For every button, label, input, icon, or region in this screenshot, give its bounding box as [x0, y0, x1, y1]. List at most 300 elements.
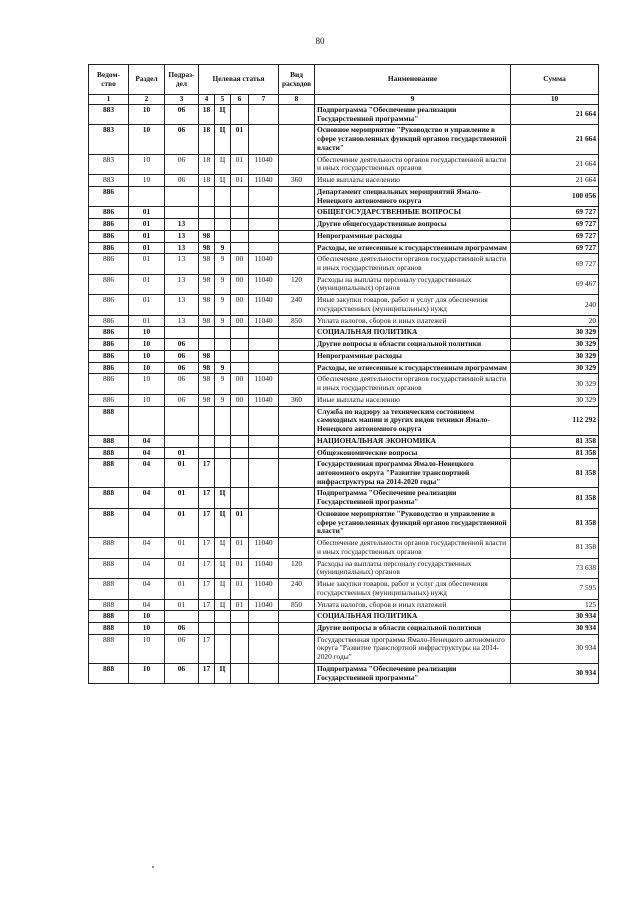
cell-vedomstvo: 883	[89, 154, 129, 174]
cell-vid	[279, 207, 315, 219]
cell-target-2: Ц	[215, 599, 231, 611]
cell-name: Расходы, не отнесенные к государственным программам	[315, 362, 511, 374]
cell-podrazdel: 01	[165, 558, 199, 578]
cell-vid	[279, 254, 315, 274]
cell-target-4: 11040	[249, 599, 279, 611]
cell-razdel: 04	[129, 459, 165, 488]
cell-name: Иные закупки товаров, работ и услуг для обеспечения государственных (муниципальных) нужд	[315, 295, 511, 315]
cell-podrazdel: 13	[165, 219, 199, 231]
table-row	[89, 435, 599, 447]
cell-razdel: 04	[129, 435, 165, 447]
cell-name: Обеспечение деятельности органов государственной власти и иных государственных органов	[315, 254, 511, 274]
cell-target-4: 11040	[249, 175, 279, 187]
cell-podrazdel: 01	[165, 579, 199, 599]
cell-name: Иные выплаты населению	[315, 175, 511, 187]
cell-vedomstvo: 886	[89, 254, 129, 274]
cell-target-1: 17	[199, 459, 215, 488]
cell-vid	[279, 538, 315, 558]
cell-target-2: 9	[215, 295, 231, 315]
cell-razdel: 10	[129, 105, 165, 125]
cell-target-3	[231, 435, 249, 447]
cell-target-1	[199, 406, 215, 435]
cell-podrazdel: 06	[165, 374, 199, 394]
cell-target-4	[249, 663, 279, 683]
cell-name: Государственная программа Ямало-Ненецкого автономного округа "Развитие транспортной инфраструктуры на 2014-2020 годы"	[315, 459, 511, 488]
cell-podrazdel	[165, 186, 199, 206]
cell-name: Непрограммные расходы	[315, 230, 511, 242]
cell-vid: 240	[279, 579, 315, 599]
cell-podrazdel: 06	[165, 105, 199, 125]
cell-sum: 21 664	[511, 175, 599, 187]
cell-razdel: 04	[129, 558, 165, 578]
cell-target-2	[215, 611, 231, 623]
cell-target-1: 17	[199, 488, 215, 508]
cell-sum: 69 727	[511, 219, 599, 231]
cell-target-4	[249, 242, 279, 254]
cell-target-3: 01	[231, 508, 249, 537]
cell-name: Другие общегосударственные вопросы	[315, 219, 511, 231]
cell-sum: 21 664	[511, 154, 599, 174]
cell-target-2: Ц	[215, 154, 231, 174]
cell-razdel: 10	[129, 634, 165, 663]
cell-name: ОБЩЕГОСУДАРСТВЕННЫЕ ВОПРОСЫ	[315, 207, 511, 219]
cell-target-3: 00	[231, 394, 249, 406]
table-row	[89, 406, 599, 435]
cell-target-3: 00	[231, 254, 249, 274]
cell-vid	[279, 230, 315, 242]
cell-razdel: 10	[129, 394, 165, 406]
cell-sum: 21 664	[511, 125, 599, 154]
cell-target-3	[231, 230, 249, 242]
cell-target-1: 98	[199, 230, 215, 242]
cell-target-2: 9	[215, 362, 231, 374]
cell-podrazdel: 01	[165, 447, 199, 459]
cell-target-4	[249, 508, 279, 537]
cell-target-4	[249, 186, 279, 206]
cell-target-2	[215, 219, 231, 231]
table-row	[89, 362, 599, 374]
cell-target-2: 9	[215, 254, 231, 274]
cell-podrazdel: 06	[165, 339, 199, 351]
cell-sum: 30 329	[511, 327, 599, 339]
table-row	[89, 508, 599, 537]
cell-name: Обеспечение деятельности органов государственной власти и иных государственных органов	[315, 154, 511, 174]
cell-vedomstvo: 886	[89, 350, 129, 362]
cell-target-4: 11040	[249, 254, 279, 274]
cell-target-2	[215, 230, 231, 242]
cell-target-4	[249, 622, 279, 634]
cell-target-2: 9	[215, 274, 231, 294]
cell-target-1: 17	[199, 508, 215, 537]
cell-vedomstvo: 883	[89, 175, 129, 187]
cell-vedomstvo: 888	[89, 558, 129, 578]
cell-razdel: 01	[129, 207, 165, 219]
cell-target-1	[199, 219, 215, 231]
cell-target-3	[231, 350, 249, 362]
cell-target-4: 11040	[249, 394, 279, 406]
cell-name: Государственная программа Ямало-Ненецкого автономного округа "Развитие транспортной инфраструктуры на 2014-2020 годы"	[315, 634, 511, 663]
cell-sum: 81 358	[511, 447, 599, 459]
cell-target-4	[249, 350, 279, 362]
col-header-vid: Вид расходов	[279, 65, 315, 95]
cell-vedomstvo: 886	[89, 339, 129, 351]
table-row	[89, 254, 599, 274]
cell-target-2	[215, 459, 231, 488]
cell-podrazdel: 13	[165, 295, 199, 315]
cell-name: Другие вопросы в области социальной политики	[315, 622, 511, 634]
col-header-sum: Сумма	[511, 65, 599, 95]
col-header-target: Целевая статья	[199, 65, 279, 95]
cell-vid	[279, 362, 315, 374]
index-cell: 2	[129, 95, 165, 105]
cell-vedomstvo: 888	[89, 488, 129, 508]
cell-target-1: 98	[199, 350, 215, 362]
cell-vid	[279, 447, 315, 459]
cell-target-1	[199, 435, 215, 447]
cell-target-1: 98	[199, 374, 215, 394]
cell-target-4	[249, 125, 279, 154]
cell-target-1: 98	[199, 274, 215, 294]
cell-target-3	[231, 327, 249, 339]
cell-target-2	[215, 186, 231, 206]
cell-vedomstvo: 886	[89, 362, 129, 374]
cell-razdel: 10	[129, 327, 165, 339]
cell-target-1: 98	[199, 315, 215, 327]
cell-target-1	[199, 327, 215, 339]
cell-podrazdel: 01	[165, 538, 199, 558]
cell-name: Уплата налогов, сборов и иных платежей	[315, 315, 511, 327]
cell-vedomstvo: 888	[89, 599, 129, 611]
cell-name: СОЦИАЛЬНАЯ ПОЛИТИКА	[315, 611, 511, 623]
cell-podrazdel: 13	[165, 230, 199, 242]
cell-sum: 240	[511, 295, 599, 315]
cell-target-1	[199, 447, 215, 459]
cell-target-3	[231, 447, 249, 459]
cell-target-3: 00	[231, 374, 249, 394]
cell-vedomstvo: 888	[89, 435, 129, 447]
cell-sum: 7 595	[511, 579, 599, 599]
cell-vid	[279, 219, 315, 231]
cell-target-3: 01	[231, 558, 249, 578]
table-row	[89, 599, 599, 611]
cell-target-2: Ц	[215, 579, 231, 599]
cell-vedomstvo: 886	[89, 374, 129, 394]
cell-target-1: 17	[199, 558, 215, 578]
cell-sum: 125	[511, 599, 599, 611]
table-row	[89, 558, 599, 578]
table-row	[89, 538, 599, 558]
cell-target-4	[249, 611, 279, 623]
col-header-razdel: Раздел	[129, 65, 165, 95]
cell-vid: 120	[279, 274, 315, 294]
cell-sum: 30 934	[511, 634, 599, 663]
table-row	[89, 295, 599, 315]
cell-podrazdel	[165, 207, 199, 219]
cell-target-4: 11040	[249, 579, 279, 599]
cell-vedomstvo: 883	[89, 105, 129, 125]
cell-sum: 81 358	[511, 508, 599, 537]
cell-target-2: 9	[215, 394, 231, 406]
cell-name: НАЦИОНАЛЬНАЯ ЭКОНОМИКА	[315, 435, 511, 447]
cell-razdel: 10	[129, 350, 165, 362]
cell-target-4	[249, 219, 279, 231]
cell-target-4	[249, 447, 279, 459]
cell-target-1: 17	[199, 634, 215, 663]
cell-sum: 69 727	[511, 254, 599, 274]
cell-target-4: 11040	[249, 154, 279, 174]
cell-podrazdel: 06	[165, 175, 199, 187]
cell-razdel: 04	[129, 447, 165, 459]
cell-razdel: 10	[129, 125, 165, 154]
cell-target-3: 01	[231, 579, 249, 599]
cell-vid	[279, 350, 315, 362]
cell-target-3: 01	[231, 175, 249, 187]
cell-target-3: 00	[231, 274, 249, 294]
cell-razdel: 10	[129, 374, 165, 394]
cell-sum: 69 727	[511, 242, 599, 254]
cell-vid: 360	[279, 394, 315, 406]
table-row	[89, 622, 599, 634]
cell-razdel: 01	[129, 315, 165, 327]
table-row	[89, 175, 599, 187]
cell-vid	[279, 186, 315, 206]
index-cell: 3	[165, 95, 199, 105]
cell-target-2: Ц	[215, 538, 231, 558]
col-header-name: Наименование	[315, 65, 511, 95]
index-cell: 8	[279, 95, 315, 105]
cell-sum: 69 727	[511, 230, 599, 242]
cell-razdel: 01	[129, 295, 165, 315]
cell-name: Подпрограмма "Обеспечение реализации Государственной программы"	[315, 663, 511, 683]
cell-sum: 69 467	[511, 274, 599, 294]
cell-podrazdel: 06	[165, 394, 199, 406]
cell-target-2	[215, 622, 231, 634]
scan-speck	[152, 866, 154, 868]
cell-target-1: 17	[199, 663, 215, 683]
cell-vid: 850	[279, 599, 315, 611]
cell-name: Основное мероприятие "Руководство и управление в сфере установленных функций органов государственной власти"	[315, 125, 511, 154]
cell-target-1: 18	[199, 125, 215, 154]
cell-podrazdel: 01	[165, 459, 199, 488]
cell-name: Расходы на выплаты персоналу государственных (муниципальных) органов	[315, 558, 511, 578]
cell-target-4	[249, 362, 279, 374]
cell-target-3	[231, 105, 249, 125]
cell-name: Другие вопросы в области социальной политики	[315, 339, 511, 351]
cell-podrazdel	[165, 611, 199, 623]
cell-vid	[279, 327, 315, 339]
cell-vedomstvo: 888	[89, 622, 129, 634]
cell-target-2	[215, 207, 231, 219]
cell-target-1	[199, 611, 215, 623]
cell-razdel: 10	[129, 622, 165, 634]
cell-target-4	[249, 327, 279, 339]
table-row	[89, 315, 599, 327]
cell-target-2: 9	[215, 315, 231, 327]
cell-target-2: Ц	[215, 488, 231, 508]
cell-sum: 30 329	[511, 339, 599, 351]
cell-target-1	[199, 186, 215, 206]
cell-podrazdel: 06	[165, 125, 199, 154]
table-row	[89, 447, 599, 459]
cell-podrazdel: 06	[165, 622, 199, 634]
cell-target-3	[231, 488, 249, 508]
cell-razdel: 10	[129, 611, 165, 623]
cell-target-4: 11040	[249, 274, 279, 294]
cell-vid: 360	[279, 175, 315, 187]
cell-name: Служба по надзору за техническим состоянием самоходных машин и других видов техники Ямало-Ненецкого автономного округа	[315, 406, 511, 435]
cell-target-4: 11040	[249, 538, 279, 558]
cell-vid	[279, 339, 315, 351]
cell-target-2	[215, 447, 231, 459]
cell-vid	[279, 406, 315, 435]
cell-name: Расходы на выплаты персоналу государственных (муниципальных) органов	[315, 274, 511, 294]
cell-target-2	[215, 350, 231, 362]
cell-sum: 30 329	[511, 350, 599, 362]
table-row	[89, 663, 599, 683]
cell-podrazdel: 01	[165, 488, 199, 508]
cell-name: Подпрограмма "Обеспечение реализации Государственной программы"	[315, 105, 511, 125]
cell-vedomstvo: 886	[89, 315, 129, 327]
table-row	[89, 394, 599, 406]
cell-name: Обеспечение деятельности органов государственной власти и иных государственных органов	[315, 374, 511, 394]
cell-sum: 30 934	[511, 622, 599, 634]
cell-vedomstvo: 888	[89, 634, 129, 663]
index-cell: 10	[511, 95, 599, 105]
cell-podrazdel: 01	[165, 599, 199, 611]
page-number: 80	[315, 36, 325, 46]
cell-name: Подпрограмма "Обеспечение реализации Государственной программы"	[315, 488, 511, 508]
cell-target-3	[231, 362, 249, 374]
cell-vid	[279, 508, 315, 537]
index-cell: 6	[231, 95, 249, 105]
cell-target-4: 11040	[249, 558, 279, 578]
cell-vedomstvo: 886	[89, 274, 129, 294]
cell-target-1	[199, 207, 215, 219]
cell-target-4	[249, 230, 279, 242]
cell-target-1: 18	[199, 175, 215, 187]
cell-target-1: 17	[199, 599, 215, 611]
cell-podrazdel	[165, 406, 199, 435]
cell-target-4	[249, 634, 279, 663]
cell-vid	[279, 488, 315, 508]
cell-target-4: 11040	[249, 374, 279, 394]
col-header-podrazdel: Подраз-дел	[165, 65, 199, 95]
cell-vedomstvo: 886	[89, 242, 129, 254]
cell-podrazdel: 13	[165, 254, 199, 274]
cell-podrazdel: 06	[165, 154, 199, 174]
cell-vedomstvo: 888	[89, 459, 129, 488]
table-row	[89, 488, 599, 508]
cell-name: Общеэкономические вопросы	[315, 447, 511, 459]
cell-target-2: Ц	[215, 125, 231, 154]
cell-target-3: 01	[231, 538, 249, 558]
cell-target-2	[215, 327, 231, 339]
cell-vedomstvo: 886	[89, 230, 129, 242]
cell-razdel: 01	[129, 274, 165, 294]
cell-name: Уплата налогов, сборов и иных платежей	[315, 599, 511, 611]
cell-razdel: 04	[129, 488, 165, 508]
cell-vedomstvo: 883	[89, 125, 129, 154]
cell-target-2: Ц	[215, 508, 231, 537]
cell-podrazdel: 13	[165, 274, 199, 294]
cell-vid	[279, 459, 315, 488]
cell-podrazdel: 06	[165, 350, 199, 362]
index-row	[89, 95, 599, 105]
cell-vedomstvo: 886	[89, 394, 129, 406]
cell-name: Иные выплаты населению	[315, 394, 511, 406]
cell-sum: 30 934	[511, 611, 599, 623]
cell-name: Основное мероприятие "Руководство и управление в сфере установленных функций органов государственной власти"	[315, 508, 511, 537]
cell-target-1: 98	[199, 254, 215, 274]
cell-razdel: 01	[129, 254, 165, 274]
cell-target-1: 17	[199, 579, 215, 599]
cell-vedomstvo: 886	[89, 207, 129, 219]
cell-vid	[279, 105, 315, 125]
cell-target-3	[231, 186, 249, 206]
cell-target-3	[231, 459, 249, 488]
cell-sum: 30 329	[511, 394, 599, 406]
cell-razdel: 10	[129, 362, 165, 374]
cell-vedomstvo: 888	[89, 406, 129, 435]
table-row	[89, 350, 599, 362]
cell-name: Департамент специальных мероприятий Ямало-Ненецкого автономного округа	[315, 186, 511, 206]
cell-target-1: 18	[199, 105, 215, 125]
cell-target-3: 01	[231, 154, 249, 174]
cell-target-3	[231, 339, 249, 351]
table-row	[89, 579, 599, 599]
cell-vedomstvo: 888	[89, 538, 129, 558]
cell-target-1: 98	[199, 295, 215, 315]
cell-razdel: 01	[129, 230, 165, 242]
cell-target-1	[199, 339, 215, 351]
cell-sum: 30 934	[511, 663, 599, 683]
cell-target-4: 11040	[249, 295, 279, 315]
col-header-vedomstvo: Ведом-ство	[89, 65, 129, 95]
cell-podrazdel	[165, 435, 199, 447]
table-body	[89, 105, 599, 684]
index-cell: 7	[249, 95, 279, 105]
cell-target-3: 00	[231, 295, 249, 315]
cell-sum: 73 638	[511, 558, 599, 578]
cell-target-2	[215, 634, 231, 663]
cell-sum: 21 664	[511, 105, 599, 125]
cell-target-1: 98	[199, 242, 215, 254]
cell-vedomstvo: 888	[89, 447, 129, 459]
table-row	[89, 327, 599, 339]
cell-target-2: 9	[215, 242, 231, 254]
table-row	[89, 374, 599, 394]
cell-target-2	[215, 435, 231, 447]
table-row	[89, 125, 599, 154]
cell-razdel: 10	[129, 175, 165, 187]
table-row	[89, 230, 599, 242]
cell-vid: 850	[279, 315, 315, 327]
cell-vedomstvo: 886	[89, 295, 129, 315]
cell-name: Иные закупки товаров, работ и услуг для обеспечения государственных (муниципальных) нужд	[315, 579, 511, 599]
cell-target-4	[249, 406, 279, 435]
cell-vedomstvo: 888	[89, 663, 129, 683]
cell-vid	[279, 374, 315, 394]
cell-vid	[279, 622, 315, 634]
cell-target-3	[231, 242, 249, 254]
cell-target-2: Ц	[215, 105, 231, 125]
cell-target-4	[249, 339, 279, 351]
cell-target-3	[231, 634, 249, 663]
cell-sum: 69 727	[511, 207, 599, 219]
cell-sum: 81 358	[511, 459, 599, 488]
budget-table	[88, 64, 599, 684]
cell-razdel: 10	[129, 154, 165, 174]
